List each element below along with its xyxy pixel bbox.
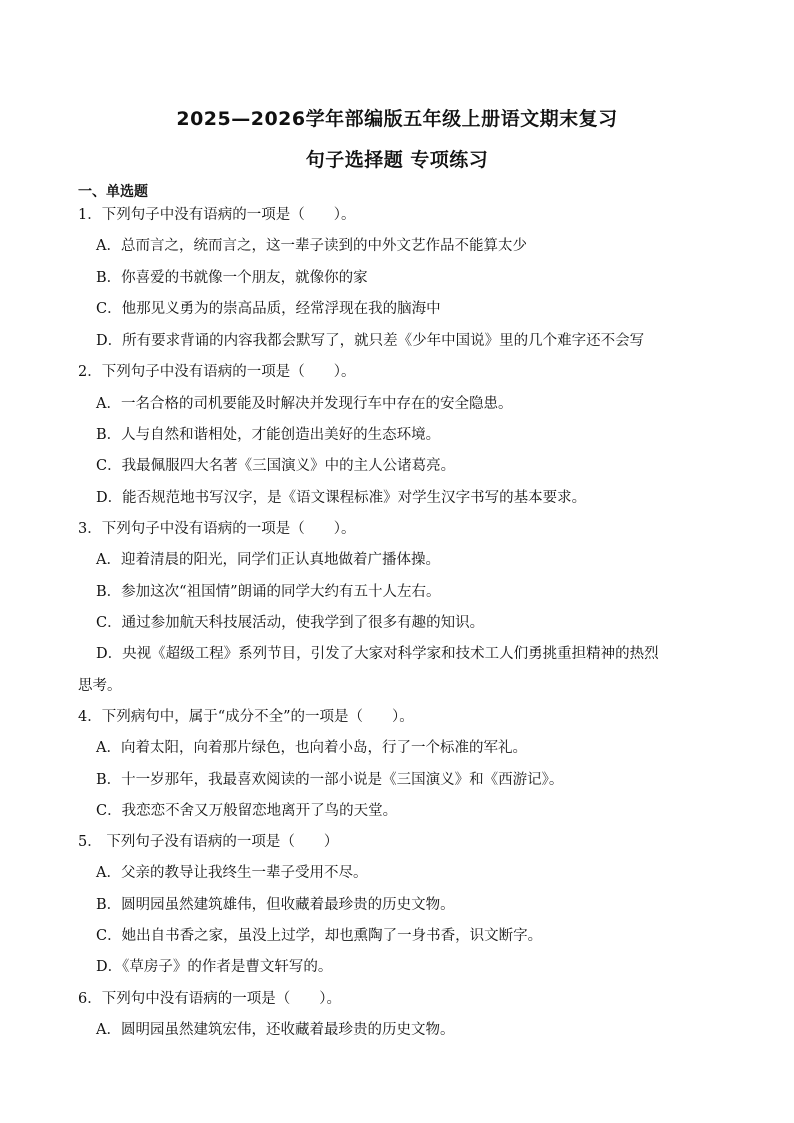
section-heading: 一、单选题 (78, 184, 148, 200)
option-a: A．向着太阳，向着那片绿色，也向着小岛，行了一个标准的军礼。 (96, 740, 527, 756)
question-stem: 5． 下列句子没有语病的一项是（ ） (78, 834, 339, 850)
question-stem: 1．下列句子中没有语病的一项是（ ）。 (78, 207, 356, 223)
option-c: C．他那见义勇为的崇高品质，经常浮现在我的脑海中 (96, 301, 441, 317)
option-c: C．我最佩服四大名著《三国演义》中的主人公诸葛亮。 (96, 458, 456, 474)
option-d-continuation: 思考。 (78, 678, 122, 694)
option-d: D．央视《超级工程》系列节目，引发了大家对科学家和技术工人们勇挑重担精神的热烈 (96, 646, 659, 662)
question-stem: 6．下列句中没有语病的一项是（ ）。 (78, 991, 341, 1007)
option-c: C．通过参加航天科技展活动，使我学到了很多有趣的知识。 (96, 615, 485, 631)
question-stem: 3．下列句子中没有语病的一项是（ ）。 (78, 521, 356, 537)
page-title: 2025—2026学年部编版五年级上册语文期末复习 (176, 108, 618, 130)
option-a: A．一名合格的司机要能及时解决并发现行车中存在的安全隐患。 (96, 396, 513, 412)
option-a: A．父亲的教导让我终生一辈子受用不尽。 (96, 865, 368, 881)
option-d: D．能否规范地书写汉字，是《语文课程标准》对学生汉字书写的基本要求。 (96, 490, 587, 506)
option-a: A．圆明园虽然建筑宏伟，还收藏着最珍贵的历史文物。 (96, 1022, 455, 1038)
option-b: B．十一岁那年，我最喜欢阅读的一部小说是《三国演义》和《西游记》。 (96, 772, 564, 788)
page-subtitle: 句子选择题 专项练习 (305, 149, 489, 171)
option-b: B．人与自然和谐相处，才能创造出美好的生态环境。 (96, 427, 441, 443)
option-a: A．总而言之，统而言之，这一辈子读到的中外文艺作品不能算太少 (96, 238, 527, 254)
option-c: C．我恋恋不舍又万般留恋地离开了鸟的天堂。 (96, 803, 398, 819)
option-a: A．迎着清晨的阳光，同学们正认真地做着广播体操。 (96, 552, 440, 568)
option-d: D．所有要求背诵的内容我都会默写了，就只差《少年中国说》里的几个难字还不会写 (96, 333, 645, 349)
option-d: D．《草房子》的作者是曹文轩写的。 (96, 959, 333, 975)
option-b: B．圆明园虽然建筑雄伟，但收藏着最珍贵的历史文物。 (96, 897, 455, 913)
option-b: B．你喜爱的书就像一个朋友，就像你的家 (96, 270, 368, 286)
option-b: B．参加这次“祖国情”朗诵的同学大约有五十人左右。 (96, 584, 441, 600)
option-c: C．她出自书香之家，虽没上过学，却也熏陶了一身书香，识文断字。 (96, 928, 543, 944)
question-stem: 2．下列句子中没有语病的一项是（ ）。 (78, 364, 356, 380)
question-stem: 4．下列病句中，属于“成分不全”的一项是（ ）。 (78, 709, 414, 725)
